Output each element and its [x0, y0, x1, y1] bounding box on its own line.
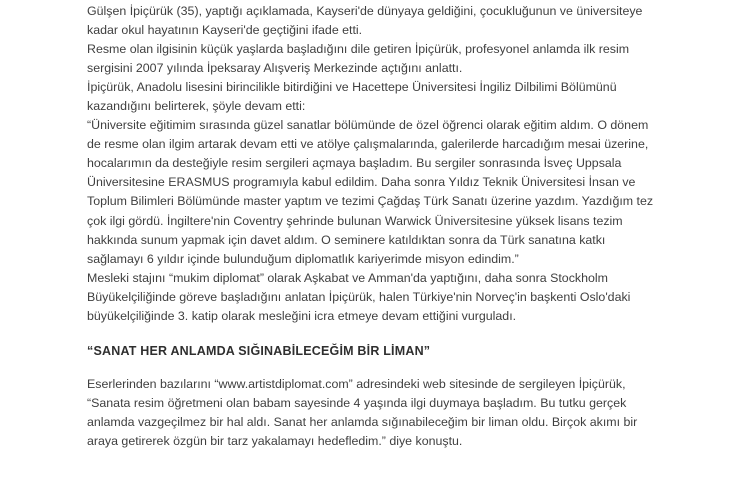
article-line: Büyükelçiliğinde göreve başladığını anlatan İpiçürük, halen Türkiye'nin Norveç'in başkenti Oslo'daki: [87, 289, 631, 304]
article-line: Toplum Bilimleri Bölümünde master yaptım ve tezimi Çağdaş Türk Sanatı üzerine yazdım. Yazdığım tez: [87, 194, 654, 209]
article-line: de resme olan ilgim artarak devam etti ve atölye çalışmalarında, galerilerde harcadığım mesai üzerine,: [87, 137, 649, 152]
article-line: araya getirerek özgün bir tarz yakalamayı hedefledim.” diye konuştu.: [87, 433, 463, 448]
article-line: sağlamayı 6 yıldır içinde bulunduğum diplomatlık kariyerimde misyon edindim.”: [87, 251, 519, 266]
article-line: sergisini 2007 yılında İpeksaray Alışveriş Merkezinde açtığını anlattı.: [87, 61, 463, 76]
article-line: İpiçürük, Anadolu lisesini birincilikle bitirdiğini ve Hacettepe Üniversitesi İngiliz Dilbilimi Bölümünü: [87, 80, 617, 95]
article-line: “Üniversite eğitimim sırasında güzel sanatlar bölümünde de özel öğrenci olarak eğitim aldım. O dönem: [87, 118, 649, 133]
article-line: “Sanata resim öğretmeni olan babam sayesinde 4 yaşında ilgi duymaya başladım. Bu tutku gerçek: [87, 395, 627, 410]
article-line: Resme olan ilgisinin küçük yaşlarda başladığını dile getiren İpiçürük, profesyonel anlamda ilk resim: [87, 42, 630, 57]
article-line: Gülşen İpiçürük (35), yaptığı açıklamada, Kayseri'de dünyaya geldiğini, çocukluğunun ve üniversiteye: [87, 4, 643, 18]
article-line: kadar okul hayatının Kayseri'de geçtiğini ifade etti.: [87, 23, 363, 38]
article-line: anlamda vazgeçilmez bir hal aldı. Sanat her anlamda sığınabileceğim bir liman oldu. Birçok akımı bir: [87, 414, 638, 429]
article-closing: [87, 375, 750, 451]
article-line: Üniversitesine ERASMUS programıyla kabul edildim. Daha sonra Yıldız Teknik Üniversitesi İnsan ve: [87, 175, 636, 190]
section-heading: “SANAT HER ANLAMDA SIĞINABİLECEĞİM BİR LİMAN”: [87, 343, 431, 358]
article-line: kazandığını belirterek, şöyle devam etti:: [87, 99, 306, 114]
article-body: [87, 2, 750, 326]
article-line: hakkında sunum yapmak için davet aldım. O seminere katıldıktan sonra da Türk sanatına katkı: [87, 232, 606, 247]
article-line: çok ilgi gördü. İngiltere'nin Coventry şehrinde bulunan Warwick Üniversitesine yüksek lisans tezim: [87, 213, 623, 228]
article-line: Mesleki stajını “mukim diplomat” olarak Aşkabat ve Amman'da yaptığını, daha sonra Stockholm: [87, 270, 608, 285]
article-line: hocalarımın da desteğiyle resim sergileri açmaya başladım. Bu sergiler sonrasında İsveç Uppsala: [87, 156, 622, 171]
article-line: Eserlerinden bazılarını “www.artistdiplomat.com” adresindeki web sitesinde de sergileyen İpiçürük,: [87, 376, 626, 391]
article-line: büyükelçiliğinde 3. katip olarak mesleğini icra etmeye devam ettiğini vurguladı.: [87, 308, 517, 323]
